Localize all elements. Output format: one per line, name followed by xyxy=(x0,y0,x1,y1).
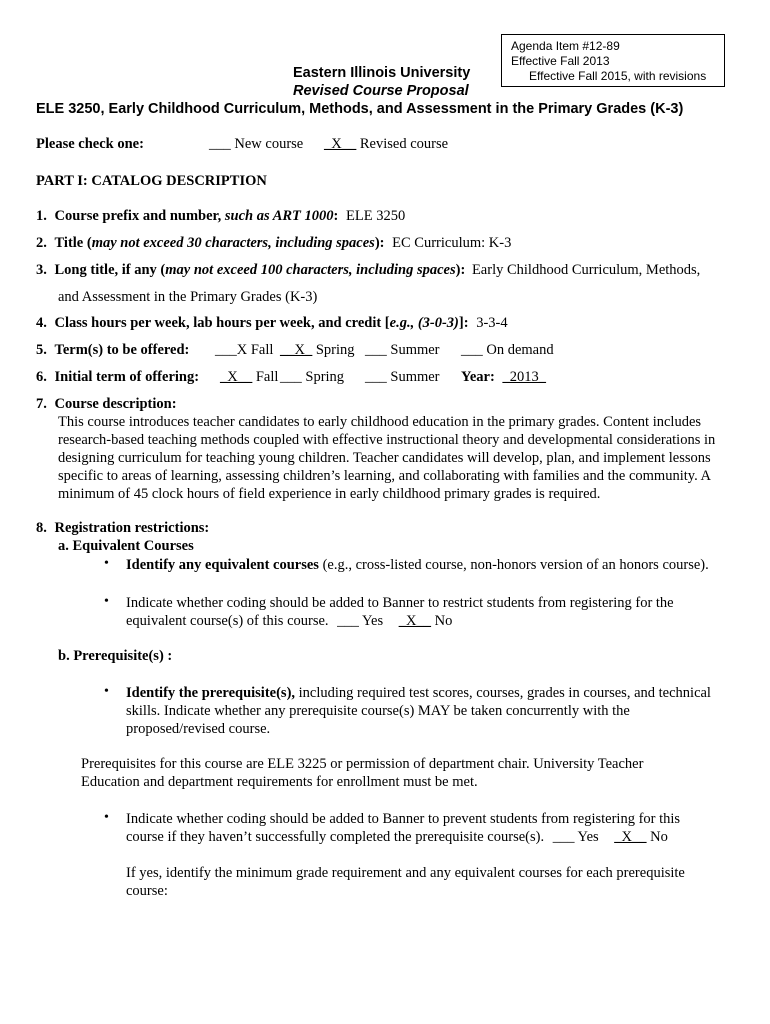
revised-course-blank: _X__ xyxy=(324,136,357,152)
equivalent-yes-label: Yes xyxy=(362,613,384,629)
bullet: • xyxy=(104,594,109,609)
equivalent-coding-text: Indicate whether coding should be added to Banner to restrict students from registering for the equivalent course(s) of this course. xyxy=(126,595,674,629)
item-label: Course description: xyxy=(54,396,177,412)
equivalent-courses-heading: a. Equivalent Courses xyxy=(58,538,194,554)
agenda-effective-revised: Effective Fall 2015, with revisions xyxy=(529,69,707,83)
item-label-italic: may not exceed 30 characters, including spaces xyxy=(91,235,375,251)
initial-fall-option[interactable] xyxy=(220,369,278,386)
term-summer-label: Summer xyxy=(390,342,440,358)
initial-summer-label: Summer xyxy=(390,369,440,385)
part1-heading: PART I: CATALOG DESCRIPTION xyxy=(36,173,267,189)
initial-summer-blank: ___ xyxy=(365,369,387,385)
initial-spring-label: Spring xyxy=(305,369,345,385)
equivalent-no-blank[interactable]: _X__ xyxy=(398,613,431,629)
item-3-continued: and Assessment in the Primary Grades (K-3) xyxy=(58,289,318,305)
revised-course-option[interactable] xyxy=(324,136,448,153)
prerequisite-no-blank[interactable]: _X__ xyxy=(614,829,647,845)
term-spring-option[interactable] xyxy=(280,342,355,359)
agenda-item-number: Agenda Item #12-89 xyxy=(511,39,620,53)
prerequisites-heading: b. Prerequisite(s) : xyxy=(58,648,173,664)
year-label: Year: xyxy=(461,369,495,385)
term-demand-option[interactable] xyxy=(461,342,554,359)
term-fall-option[interactable] xyxy=(215,342,273,359)
item-label-end: ]: xyxy=(458,315,469,331)
item-label: Class hours per week, lab hours per week, and credit [ xyxy=(54,315,390,331)
item-5 xyxy=(36,342,189,359)
item-number: 3. xyxy=(36,262,47,278)
item-2 xyxy=(36,235,511,252)
new-course-label: New course xyxy=(234,136,304,152)
item-number: 7. xyxy=(36,396,47,412)
item-label-end: ): xyxy=(455,262,466,278)
bullet: • xyxy=(104,684,109,699)
item-label-italic: such as ART 1000 xyxy=(224,208,334,224)
course-description: This course introduces teacher candidates to early childhood education in the primary grades. Content includes research-based teaching methods coupled with effective instructional theory and developmental considerations in designing curriculum for teaching young children. Teacher candidates will develop, plan, and implement lessons specific to areas of learning, assessing children’s learning, and collaborating with families and the community. A minimum of 45 clock hours of field experience in early childhood primary grades is required. xyxy=(58,414,716,502)
initial-spring-blank: ___ xyxy=(280,369,302,385)
initial-spring-option[interactable] xyxy=(280,369,344,386)
item-7 xyxy=(36,396,177,413)
proposal-type: Revised Course Proposal xyxy=(293,83,469,99)
item-number: 6. xyxy=(36,369,47,385)
agenda-box xyxy=(501,34,725,87)
item-number: 1. xyxy=(36,208,47,224)
item-label: Term(s) to be offered: xyxy=(54,342,190,358)
item-label-italic: may not exceed 100 characters, including spaces xyxy=(165,262,456,278)
item-label-italic: e.g., (3-0-3) xyxy=(389,315,459,331)
prerequisite-coding-text: Indicate whether coding should be added to Banner to prevent students from registering for this course if they haven’t successfully completed the prerequisite course(s). xyxy=(126,811,681,845)
term-summer-option[interactable] xyxy=(365,342,440,359)
initial-fall-label: Fall xyxy=(255,369,279,385)
item-label: Initial term of offering: xyxy=(54,369,200,385)
item-number: 5. xyxy=(36,342,47,358)
term-demand-blank: ___ xyxy=(461,342,483,358)
equivalent-identify-label: Identify any equivalent courses xyxy=(126,557,319,573)
equivalent-identify-text: (e.g., cross-listed course, non-honors version of an honors course). xyxy=(318,557,709,573)
item-6 xyxy=(36,369,199,386)
year-value: _2013_ xyxy=(502,369,546,385)
agenda-effective: Effective Fall 2013 xyxy=(511,54,610,68)
item-value: 3-3-4 xyxy=(476,315,508,331)
item-1 xyxy=(36,208,405,225)
prerequisite-identify-label: Identify the prerequisite(s), xyxy=(126,685,296,701)
item-value: EC Curriculum: K-3 xyxy=(392,235,512,251)
item-number: 4. xyxy=(36,315,47,331)
new-course-option[interactable] xyxy=(209,136,303,153)
revised-course-label: Revised course xyxy=(359,136,449,152)
item-label-end: : xyxy=(333,208,339,224)
item-label: Course prefix and number, xyxy=(54,208,222,224)
item-8 xyxy=(36,520,209,537)
university-name: Eastern Illinois University xyxy=(293,65,471,81)
item-value: ELE 3250 xyxy=(346,208,406,224)
term-fall-blank: ___X xyxy=(215,342,248,358)
equivalent-no-label: No xyxy=(434,613,453,629)
item-value: Early Childhood Curriculum, Methods, xyxy=(471,262,701,278)
prerequisite-identify xyxy=(126,684,726,738)
prerequisite-paragraph: Prerequisites for this course are ELE 3225 or permission of department chair. University Teacher Education and department requirements for enrollment must be met. xyxy=(81,756,644,790)
item-3 xyxy=(36,262,700,279)
prerequisite-yes-label: Yes xyxy=(577,829,599,845)
item-label: Registration restrictions: xyxy=(54,520,210,536)
initial-year[interactable] xyxy=(461,369,546,386)
item-label: Long title, if any ( xyxy=(54,262,166,278)
equivalent-identify xyxy=(126,557,709,574)
page-title: ELE 3250, Early Childhood Curriculum, Methods, and Assessment in the Primary Grades (K-3) xyxy=(36,101,684,117)
item-label: Title ( xyxy=(54,235,92,251)
prerequisite-if-yes: If yes, identify the minimum grade requirement and any equivalent courses for each prerequisite course: xyxy=(126,865,685,899)
initial-summer-option[interactable] xyxy=(365,369,440,386)
bullet: • xyxy=(104,810,109,825)
item-4 xyxy=(36,315,508,332)
prerequisite-no-label: No xyxy=(650,829,668,845)
prerequisite-yes-blank[interactable]: ___ xyxy=(552,829,575,845)
check-label: Please check one: xyxy=(36,136,144,152)
new-course-blank: ___ xyxy=(209,136,231,152)
term-spring-blank: __X_ xyxy=(280,342,313,358)
initial-fall-blank: _X__ xyxy=(220,369,253,385)
prerequisite-coding xyxy=(126,810,716,846)
prerequisite-identify-text: including required test scores, courses, grades in courses, and technical skills. Indicate whether any prerequisite course(s) MAY be taken concurrently with the proposed/revised course. xyxy=(126,685,711,737)
item-label-end: ): xyxy=(374,235,385,251)
item-number: 2. xyxy=(36,235,47,251)
term-spring-label: Spring xyxy=(315,342,355,358)
equivalent-yes-blank[interactable]: ___ xyxy=(337,613,359,629)
term-summer-blank: ___ xyxy=(365,342,387,358)
term-demand-label: On demand xyxy=(486,342,554,358)
term-fall-label: Fall xyxy=(250,342,274,358)
item-number: 8. xyxy=(36,520,47,536)
bullet: • xyxy=(104,556,109,571)
equivalent-coding xyxy=(126,594,716,630)
